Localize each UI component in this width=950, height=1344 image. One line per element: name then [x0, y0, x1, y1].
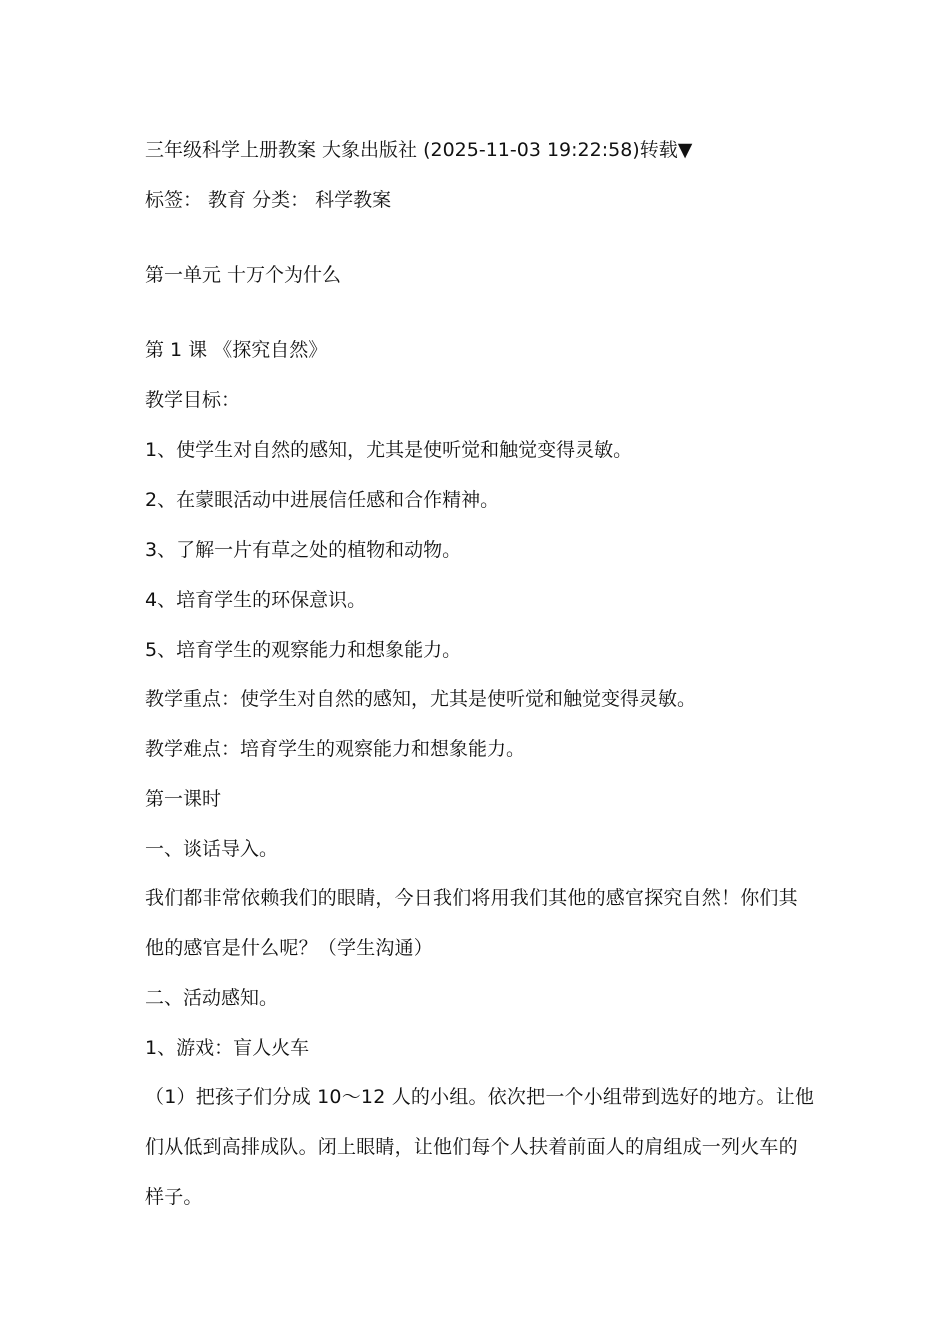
lesson-title: 第 1 课 《探究自然》	[145, 339, 328, 361]
document-header: 三年级科学上册教案 大象出版社 (2025-11-03 19:22:58)转载▼	[145, 139, 693, 161]
objective-item: 5、培育学生的观察能力和想象能力。	[145, 639, 462, 661]
objective-item: 1、使学生对自然的感知，尤其是使听觉和触觉变得灵敏。	[145, 439, 633, 461]
paragraph-line: 样子。	[145, 1186, 203, 1208]
objective-item: 4、培育学生的环保意识。	[145, 589, 367, 611]
paragraph-line: 我们都非常依赖我们的眼睛，今日我们将用我们其他的感官探究自然！你们其	[145, 887, 798, 909]
period-title: 第一课时	[145, 788, 222, 810]
key-point: 教学重点：使学生对自然的感知，尤其是使听觉和触觉变得灵敏。	[145, 688, 697, 710]
paragraph-line: 他的感官是什么呢？（学生沟通）	[145, 937, 434, 959]
objective-item: 3、了解一片有草之处的植物和动物。	[145, 539, 462, 561]
unit-title: 第一单元 十万个为什么	[145, 264, 342, 286]
objectives-heading: 教学目标：	[145, 389, 241, 411]
tags-line: 标签： 教育 分类： 科学教案	[145, 189, 392, 211]
paragraph-line: 们从低到高排成队。闭上眼睛，让他们每个人扶着前面人的肩组成一列火车的	[145, 1136, 798, 1158]
objective-item: 2、在蒙眼活动中进展信任感和合作精神。	[145, 489, 500, 511]
section-heading: 二、活动感知。	[145, 987, 279, 1009]
difficult-point: 教学难点：培育学生的观察能力和想象能力。	[145, 738, 526, 760]
paragraph-line: （1）把孩子们分成 10～12 人的小组。依次把一个小组带到选好的地方。让他	[145, 1086, 815, 1108]
game-heading: 1、游戏：盲人火车	[145, 1037, 310, 1059]
section-heading: 一、谈话导入。	[145, 838, 279, 860]
